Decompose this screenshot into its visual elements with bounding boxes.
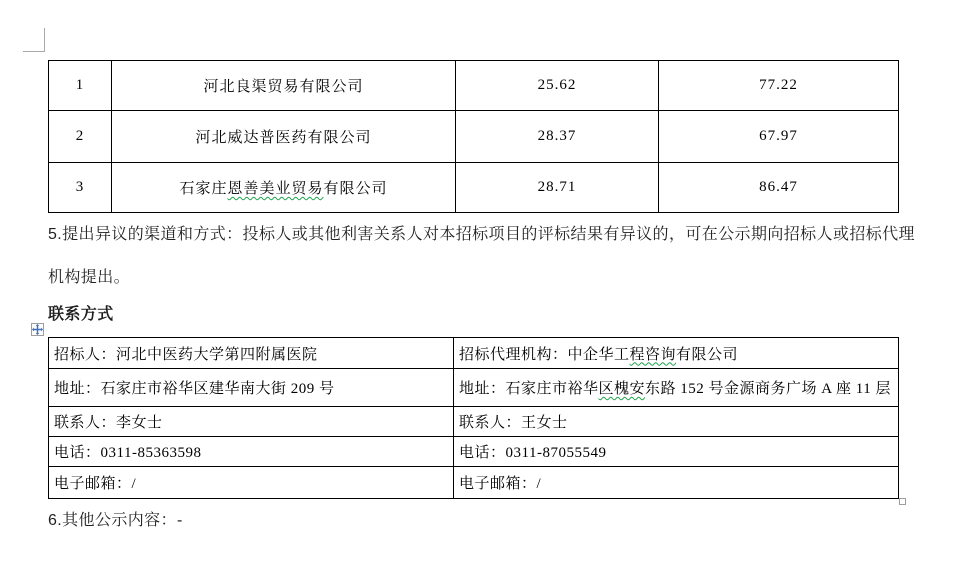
contact-cell-tenderer-email[interactable]: [49, 467, 454, 499]
section6-paragraph[interactable]: 6.其他公示内容：-: [48, 512, 183, 529]
results-cell-score1[interactable]: [456, 111, 659, 163]
cell-text: 地址：石家庄市裕华: [459, 381, 599, 397]
score-text: 25.62: [537, 77, 577, 93]
score-text: 28.37: [537, 128, 577, 144]
spellcheck-underline: 恩善美业贸易: [227, 181, 324, 197]
section5-paragraph-line1[interactable]: 5.提出异议的渠道和方式：投标人或其他利害关系人对本招标项目的评标结果有异议的，可在公示期向招标人或招标代理: [48, 226, 915, 243]
contact-row: [49, 437, 899, 467]
results-cell-score2[interactable]: [659, 163, 899, 213]
rank-text: 2: [75, 128, 85, 144]
contact-cell-agency-email[interactable]: [454, 467, 899, 499]
spellcheck-underline: 程咨询: [629, 346, 677, 363]
contact-cell-agency[interactable]: [454, 338, 899, 369]
rank-text: 3: [75, 179, 85, 195]
contact-row: [49, 338, 899, 369]
cell-text: 电子邮箱：/: [459, 476, 542, 492]
company-text: 有限公司: [323, 181, 388, 197]
contact-cell-tenderer[interactable]: [49, 338, 454, 369]
results-cell-score1[interactable]: [456, 163, 659, 213]
cell-text: 联系人：王女士: [459, 415, 568, 431]
cell-text: 招标人：河北中医药大学第四附属医院: [54, 346, 318, 363]
results-cell-rank[interactable]: [49, 111, 112, 163]
score-text: 28.71: [537, 179, 577, 195]
contact-row: [49, 369, 899, 407]
contact-cell-tenderer-person[interactable]: [49, 407, 454, 437]
results-cell-score2[interactable]: [659, 61, 899, 111]
score-text: 77.22: [759, 77, 798, 93]
results-cell-company[interactable]: [112, 163, 456, 213]
contact-cell-agency-address[interactable]: [454, 369, 899, 407]
cell-text: 招标代理机构：中企华工: [459, 346, 630, 363]
results-row: [49, 61, 899, 111]
company-text: 河北良渠贸易有限公司: [203, 79, 364, 95]
results-row: [49, 111, 899, 163]
text-boundary-corner-icon: [23, 28, 45, 52]
company-text: 石家庄: [179, 181, 228, 197]
cell-text: 有限公司: [676, 346, 739, 363]
cell-text: 电子邮箱：/: [54, 476, 137, 492]
results-cell-rank[interactable]: [49, 163, 112, 213]
rank-text: 1: [75, 77, 85, 93]
spellcheck-underline: 区槐安: [598, 381, 646, 397]
evaluation-results-table: [48, 60, 899, 213]
company-text: 河北威达普医药有限公司: [195, 130, 372, 146]
contact-cell-tenderer-address[interactable]: [49, 369, 454, 407]
contact-table: [48, 337, 899, 499]
results-cell-company[interactable]: [112, 61, 456, 111]
four-direction-arrows-icon: [32, 324, 43, 335]
table-resize-handle[interactable]: [899, 498, 906, 505]
contact-row: [49, 467, 899, 499]
contact-cell-tenderer-phone[interactable]: [49, 437, 454, 467]
results-row: [49, 163, 899, 213]
contact-cell-agency-person[interactable]: [454, 407, 899, 437]
cell-text: 联系人：李女士: [54, 415, 163, 431]
section5-paragraph-line2[interactable]: 机构提出。: [48, 269, 131, 286]
contact-row: [49, 407, 899, 437]
cell-text: 电话：0311-85363598: [54, 445, 202, 461]
score-text: 86.47: [759, 179, 798, 195]
table-move-handle[interactable]: [31, 323, 44, 336]
contact-info-heading[interactable]: 联系方式: [48, 306, 114, 323]
results-cell-score1[interactable]: [456, 61, 659, 111]
cell-text: 地址：石家庄市裕华区建华南大街 209 号: [54, 381, 335, 397]
cell-text: 东路 152 号金源商务广场 A 座 11 层: [645, 381, 891, 397]
results-cell-company[interactable]: [112, 111, 456, 163]
score-text: 67.97: [759, 128, 798, 144]
cell-text: 电话：0311-87055549: [459, 445, 607, 461]
results-cell-score2[interactable]: [659, 111, 899, 163]
results-cell-rank[interactable]: [49, 61, 112, 111]
contact-cell-agency-phone[interactable]: [454, 437, 899, 467]
